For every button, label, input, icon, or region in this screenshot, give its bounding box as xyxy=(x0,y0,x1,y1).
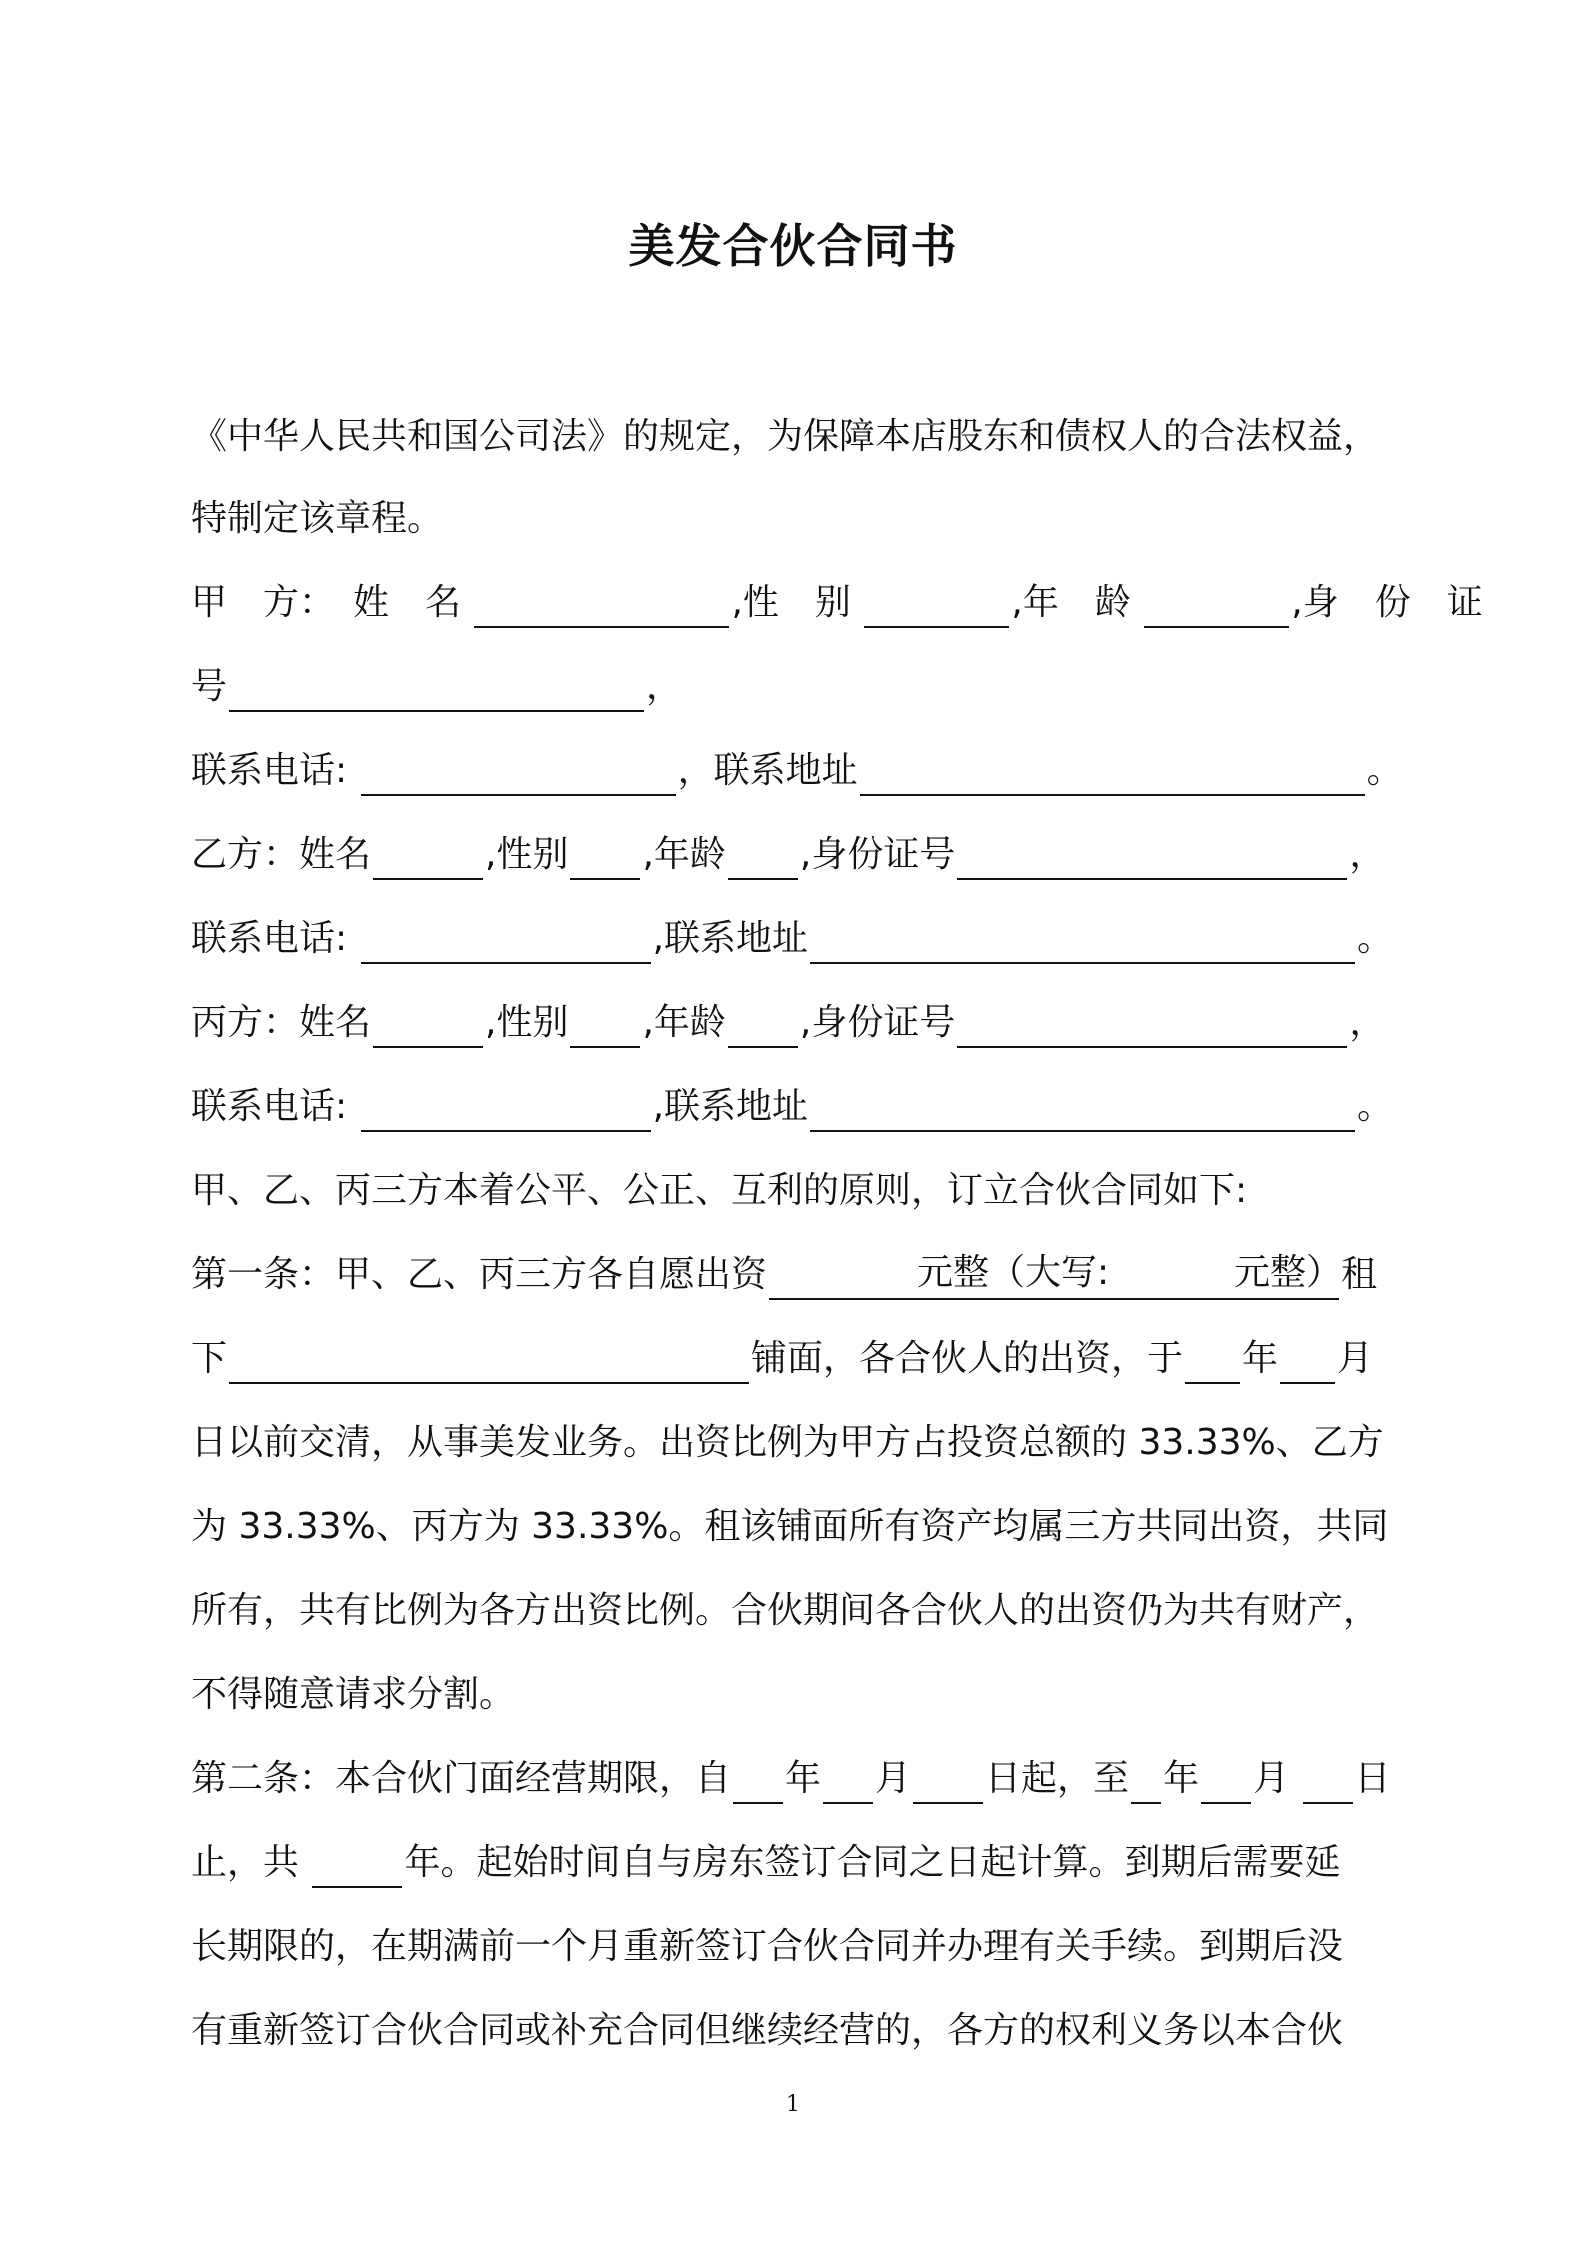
party-b-age-field[interactable] xyxy=(728,838,798,880)
party-a-phone-label: 联系电话: xyxy=(191,750,348,791)
party-c-id-field[interactable] xyxy=(957,1006,1347,1048)
article-1-shop-field[interactable] xyxy=(229,1342,749,1384)
article-2-end-day-field[interactable] xyxy=(1303,1762,1353,1804)
article-2-heading: 第二条：本合伙门面经营期限，自 xyxy=(191,1758,732,1799)
party-a-age-field[interactable] xyxy=(1144,586,1289,628)
article-2-end-year-label: 年 xyxy=(1163,1758,1200,1799)
article-1-line-6: 不得随意请求分割。 xyxy=(191,1674,516,1715)
article-1-text-4: 为 33.33%、丙方为 33.33%。租该铺面所有资产均属三方共同出资，共同 xyxy=(191,1506,1389,1547)
party-a-period: 。 xyxy=(1366,750,1403,791)
article-1-month-field[interactable] xyxy=(1280,1342,1335,1384)
party-b-comma: ， xyxy=(1349,834,1386,875)
article-2-end-year-field[interactable] xyxy=(1131,1762,1161,1804)
article-1-line-1 xyxy=(191,1250,1396,1300)
article-1-year-field[interactable] xyxy=(1185,1342,1240,1384)
article-1-yuan-label: 元整（大写: xyxy=(917,1252,1110,1293)
article-1-heading: 第一条：甲、乙、丙三方各自愿出资 xyxy=(191,1254,768,1295)
party-c-name-label: 丙方：姓名 xyxy=(191,1002,372,1043)
article-2-text-4: 有重新签订合伙合同或补充合同但继续经营的，各方的权利义务以本合伙 xyxy=(191,2010,1344,2051)
party-b-line-2 xyxy=(191,914,1396,964)
article-1-contribution-label: 铺面，各合伙人的出资，于 xyxy=(751,1338,1184,1379)
party-a-line-3 xyxy=(191,746,1403,796)
article-2-end-month-label: 月 xyxy=(1253,1758,1290,1799)
article-1-amount-field[interactable] xyxy=(769,1252,1343,1300)
article-1-line-3 xyxy=(191,1418,1396,1468)
article-2-end-month-field[interactable] xyxy=(1201,1762,1251,1804)
party-b-address-field[interactable] xyxy=(810,922,1355,964)
party-b-id-label: ,身份证号 xyxy=(799,834,956,875)
party-a-name-field[interactable] xyxy=(474,586,729,628)
party-b-address-label: ,联系地址 xyxy=(652,918,809,959)
article-2-start-year-label: 年 xyxy=(785,1758,822,1799)
party-b-age-label: ,年龄 xyxy=(642,834,726,875)
party-c-phone-label: 联系电话: xyxy=(191,1086,348,1127)
article-1-text-5: 所有，共有比例为各方出资比例。合伙期间各合伙人的出资仍为共有财产， xyxy=(191,1590,1380,1631)
party-c-name-field[interactable] xyxy=(373,1006,483,1048)
party-c-id-label: ,身份证号 xyxy=(799,1002,956,1043)
article-2-start-month-field[interactable] xyxy=(823,1762,873,1804)
party-a-id-label-2: 号 xyxy=(191,666,228,707)
party-a-line-2 xyxy=(191,662,1396,712)
party-a-address-label: ，联系地址 xyxy=(677,750,858,791)
party-a-address-field[interactable] xyxy=(860,754,1365,796)
party-c-phone-field[interactable] xyxy=(361,1090,651,1132)
page-number: 1 xyxy=(786,2092,800,2117)
article-2-start-day-field[interactable] xyxy=(913,1762,983,1804)
party-b-line-1 xyxy=(191,830,1396,880)
article-2-line-1 xyxy=(191,1754,1396,1804)
intro-line-1 xyxy=(191,412,1396,462)
article-1-yuan-close-label: 元整） xyxy=(1234,1252,1343,1293)
party-c-line-2 xyxy=(191,1082,1396,1132)
article-1-under-label: 下 xyxy=(191,1338,228,1379)
article-2-start-year-field[interactable] xyxy=(733,1762,783,1804)
article-1-line-2 xyxy=(191,1334,1396,1384)
article-1-line-5 xyxy=(191,1586,1396,1636)
party-b-phone-field[interactable] xyxy=(361,922,651,964)
intro-line-2: 特制定该章程。 xyxy=(191,498,444,539)
article-1-rent-label: 租 xyxy=(1341,1254,1378,1295)
party-c-comma: ， xyxy=(1349,1002,1386,1043)
party-c-period: 。 xyxy=(1357,1086,1394,1127)
article-1-month-label: 月 xyxy=(1337,1338,1374,1379)
party-b-id-field[interactable] xyxy=(957,838,1347,880)
party-a-name-label: 甲 方： 姓 名 xyxy=(191,582,462,623)
article-2-start-month-label: 月 xyxy=(875,1758,912,1799)
party-b-phone-label: 联系电话: xyxy=(191,918,348,959)
article-2-line-3 xyxy=(191,1922,1396,1972)
party-b-gender-label: ,性别 xyxy=(485,834,569,875)
party-b-period: 。 xyxy=(1357,918,1394,959)
article-2-end-day-label: 日 xyxy=(1354,1758,1391,1799)
document-title: 美发合伙合同书 xyxy=(628,219,958,273)
party-b-name-label: 乙方：姓名 xyxy=(191,834,372,875)
party-c-address-label: ,联系地址 xyxy=(652,1086,809,1127)
intro-text-1: 《中华人民共和国公司法》的规定，为保障本店股东和债权人的合法权益， xyxy=(191,416,1380,457)
party-b-name-field[interactable] xyxy=(373,838,483,880)
party-a-gender-label: ,性 别 xyxy=(731,582,851,623)
party-a-phone-field[interactable] xyxy=(361,754,676,796)
party-c-age-field[interactable] xyxy=(728,1006,798,1048)
party-c-line-1 xyxy=(191,998,1396,1048)
party-c-gender-label: ,性别 xyxy=(485,1002,569,1043)
article-1-year-label: 年 xyxy=(1242,1338,1279,1379)
party-a-gender-field[interactable] xyxy=(864,586,1009,628)
party-a-comma: ， xyxy=(646,666,683,707)
party-a-id-field[interactable] xyxy=(229,670,644,712)
article-1-line-4 xyxy=(191,1502,1396,1552)
article-1-text-3: 日以前交清，从事美发业务。出资比例为甲方占投资总额的 33.33%、乙方 xyxy=(191,1422,1384,1463)
article-2-years-field[interactable] xyxy=(312,1846,402,1888)
article-2-start-day-label: 日起，至 xyxy=(985,1758,1130,1799)
article-2-text-2: 年。起始时间自与房东签订合同之日起计算。到期后需要延 xyxy=(404,1842,1341,1883)
party-a-age-label: ,年 龄 xyxy=(1011,582,1131,623)
party-c-gender-field[interactable] xyxy=(570,1006,640,1048)
agreement-line: 甲、乙、丙三方本着公平、公正、互利的原则，订立合伙合同如下: xyxy=(191,1170,1248,1211)
party-c-address-field[interactable] xyxy=(810,1090,1355,1132)
article-2-text-3: 长期限的，在期满前一个月重新签订合伙合同并办理有关手续。到期后没 xyxy=(191,1926,1344,1967)
party-b-gender-field[interactable] xyxy=(570,838,640,880)
article-2-total-label: 止，共 xyxy=(191,1842,300,1883)
article-2-line-2 xyxy=(191,1838,1396,1888)
party-c-age-label: ,年龄 xyxy=(642,1002,726,1043)
party-a-id-label: ,身 份 证 xyxy=(1291,582,1483,623)
article-2-line-4 xyxy=(191,2006,1396,2056)
party-a-line-1 xyxy=(191,578,1483,628)
